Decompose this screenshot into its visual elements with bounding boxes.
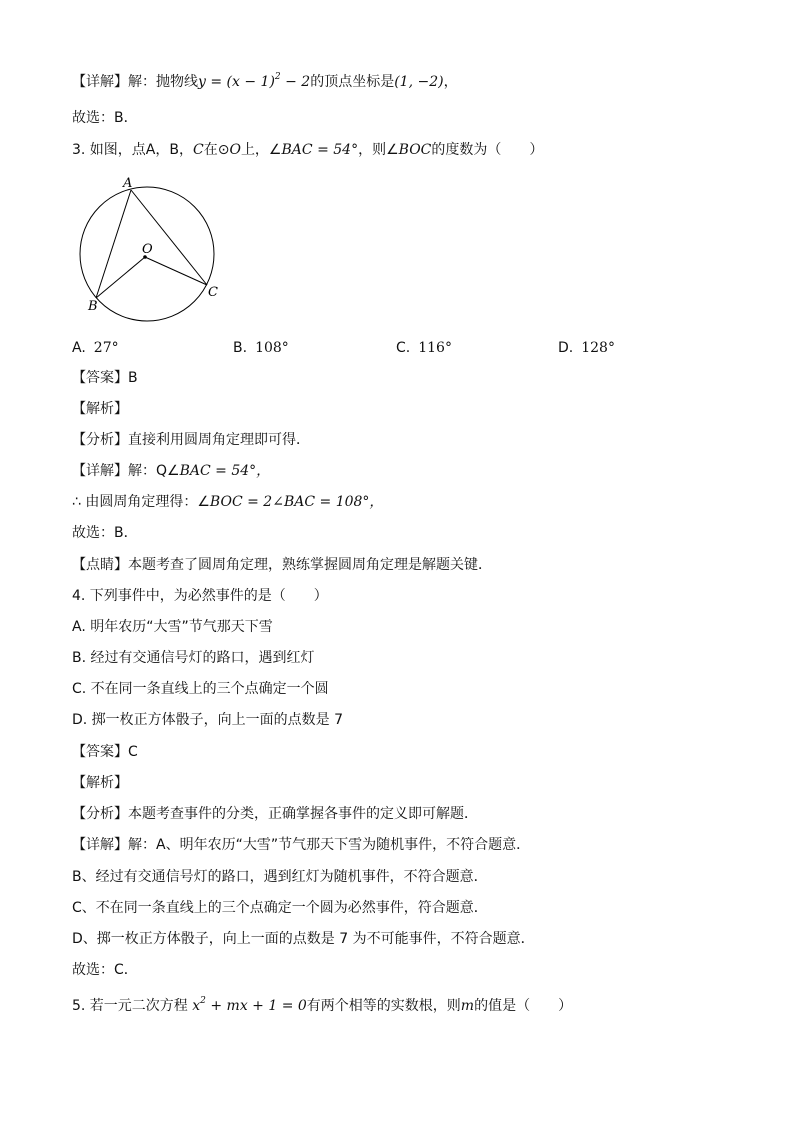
radius-ob	[96, 257, 145, 298]
stem-part: 有两个相等的实数根，则	[306, 998, 461, 1014]
stem-part: 5. 若一元二次方程	[72, 998, 193, 1014]
angle-value: = 54°，	[210, 463, 271, 479]
option-c	[396, 338, 452, 358]
formula-y: y	[198, 74, 206, 90]
option-value: 128°	[581, 340, 615, 356]
chord-ac	[131, 190, 207, 285]
formula-part: = 2∠	[242, 494, 284, 510]
label-c: C	[208, 285, 218, 300]
vertex-coord: (1, −2)	[394, 74, 444, 90]
label-o: O	[142, 242, 153, 257]
var-m: m	[460, 998, 475, 1014]
option-key: C.	[396, 340, 411, 356]
formula-eq: = (	[205, 74, 233, 90]
angle-bac: BAC	[179, 463, 211, 479]
q2-choose: 故选：B．	[72, 110, 138, 126]
formula-minus1: − 1)	[239, 74, 275, 90]
angle-bac: BAC	[283, 494, 316, 510]
q4-detail-d: D、掷一枚正方体骰子，向上一面的点数是 7 为不可能事件，不符合题意．	[72, 931, 535, 947]
q3-detail	[72, 461, 270, 481]
angle-value: = 54°	[312, 142, 359, 158]
label-b: B	[88, 299, 98, 314]
q5-stem	[72, 996, 572, 1016]
radius-oc	[145, 257, 207, 285]
option-a	[72, 338, 119, 358]
q3-analysis: 【解析】	[72, 401, 128, 417]
option-key: B.	[233, 340, 248, 356]
q3-stem	[72, 140, 543, 160]
q4-answer: 【答案】C	[72, 744, 138, 760]
point-c-label: C	[193, 142, 204, 158]
q3-fenxi: 【分析】直接利用圆周角定理即可得．	[72, 432, 310, 448]
option-key: A.	[72, 340, 86, 356]
q4-option-d: D. 掷一枚正方体骰子，向上一面的点数是 7	[72, 712, 344, 728]
q3-choose: 故选：B．	[72, 525, 138, 541]
exp-2: 2	[200, 996, 206, 1006]
q4-detail-b: B、经过有交通信号灯的路口，遇到红灯为随机事件，不符合题意．	[72, 869, 488, 885]
option-value: 108°	[255, 340, 289, 356]
q4-detail-c: C、不在同一条直线上的三个点确定一个圆为必然事件，符合题意．	[72, 900, 488, 916]
label-a: A	[123, 176, 133, 191]
formula-x: x	[232, 74, 240, 90]
q4-option-a: A. 明年农历“大雪”节气那天下雪	[72, 619, 273, 635]
option-value: 116°	[418, 340, 452, 356]
option-d	[558, 338, 615, 358]
stem-part: 的度数为（ ）	[431, 142, 544, 158]
formula-part: = 108°，	[315, 494, 384, 510]
detail-text-mid: 的顶点坐标是	[310, 74, 395, 90]
q2-detail-line	[72, 72, 458, 92]
detail-text: 【详解】解：Q∠	[72, 463, 180, 479]
q4-choose: 故选：C．	[72, 962, 138, 978]
option-b	[233, 338, 289, 358]
stem-part: 的值是（ ）	[474, 998, 573, 1014]
thus-text: ∴ 由圆周角定理得：∠	[72, 494, 210, 510]
formula-square: 2	[274, 72, 281, 82]
q4-analysis: 【解析】	[72, 775, 128, 791]
q4-detail-a: 【详解】解：A、明年农历“大雪”节气那天下雪为随机事件，不符合题意．	[72, 837, 531, 853]
term-mx: mx	[226, 998, 248, 1014]
q4-fenxi: 【分析】本题考查事件的分类，正确掌握各事件的定义即可解题．	[72, 806, 478, 822]
q3-thus	[72, 492, 383, 512]
stem-part: 在⊙	[203, 142, 230, 158]
detail-end: ，	[443, 74, 458, 90]
q3-dianjing: 【点睛】本题考查了圆周角定理，熟练掌握圆周角定理是解题关键．	[72, 557, 492, 573]
chord-ab	[96, 190, 131, 298]
q3-answer: 【答案】B	[72, 370, 138, 386]
q4-option-b: B. 经过有交通信号灯的路口，遇到红灯	[72, 650, 315, 666]
detail-text: 解：抛物线	[128, 74, 198, 90]
stem-part: ，则∠	[358, 142, 399, 158]
formula-part: +	[205, 998, 227, 1014]
stem-part: 3. 如图，点A，B，	[72, 142, 193, 158]
stem-part: 上，∠	[240, 142, 282, 158]
formula-minus2: − 2	[280, 74, 311, 90]
angle-boc: BOC	[209, 494, 243, 510]
var-x: x	[192, 998, 201, 1014]
q4-stem: 4. 下列事件中，为必然事件的是（ ）	[72, 588, 328, 604]
circle-o-label: O	[229, 142, 241, 158]
q4-option-c: C. 不在同一条直线上的三个点确定一个圆	[72, 681, 329, 697]
option-value: 27°	[93, 340, 119, 356]
detail-tag: 【详解】	[72, 74, 128, 90]
circle-figure	[72, 172, 252, 322]
angle-boc: BOC	[398, 142, 432, 158]
option-key: D.	[558, 340, 574, 356]
formula-part: + 1 = 0	[247, 998, 307, 1014]
angle-bac: BAC	[281, 142, 313, 158]
